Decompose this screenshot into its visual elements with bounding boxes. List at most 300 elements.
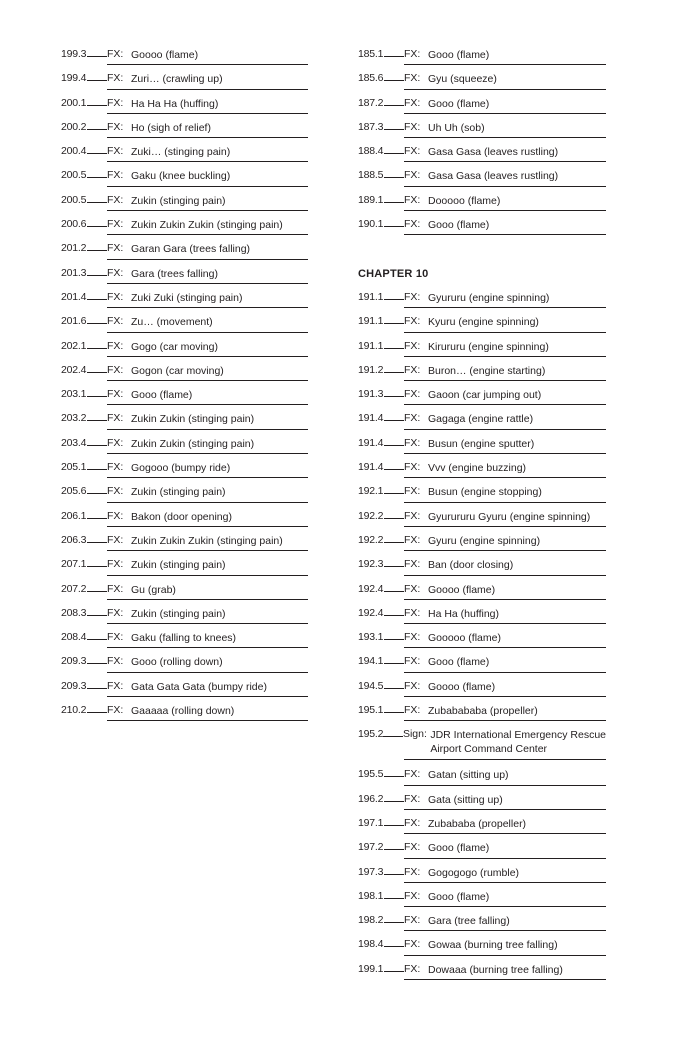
page-panel-ref: 192.1 — [358, 485, 384, 498]
entry-underline — [404, 186, 606, 187]
entry-type-label: FX: — [404, 145, 421, 158]
glossary-entry — [61, 607, 308, 631]
entry-underline — [404, 113, 606, 114]
glossary-entry — [358, 388, 606, 412]
entry-description-line: Goooo (flame) — [428, 583, 496, 596]
dash-separator — [87, 177, 107, 178]
entry-type-label: FX: — [404, 889, 421, 902]
entry-type-label: FX: — [404, 533, 421, 546]
dash-separator — [87, 129, 107, 130]
dash-separator — [87, 445, 107, 446]
entry-description-line: Gogooo (bumpy ride) — [131, 462, 231, 475]
entry-underline — [404, 307, 606, 308]
entry-description — [428, 704, 606, 718]
entry-description — [428, 412, 606, 426]
entry-description — [430, 728, 606, 756]
page-panel-ref: 192.3 — [358, 558, 384, 571]
entry-underline — [404, 785, 606, 786]
entry-description-line: Zubababa (propeller) — [428, 817, 527, 830]
dash-separator — [87, 639, 107, 640]
entry-description-line: Zukin (stinging pain) — [131, 194, 226, 207]
entry-type-label: FX: — [404, 704, 421, 717]
entry-description-line: Gu (grab) — [131, 583, 176, 596]
dash-separator — [87, 56, 107, 57]
entry-type-label: FX: — [107, 606, 124, 619]
entry-underline — [404, 550, 606, 551]
entry-description-line: Gyurururu Gyuru (engine spinning) — [428, 510, 591, 523]
glossary-entry — [358, 704, 606, 728]
dash-separator — [87, 663, 107, 664]
page-panel-ref: 199.3 — [61, 48, 87, 60]
entry-description — [428, 315, 606, 329]
entry-description-line: Gyuru (engine spinning) — [428, 534, 541, 547]
dash-separator — [87, 420, 107, 421]
page-panel-ref: 201.6 — [61, 315, 87, 328]
page-panel-ref: 191.1 — [358, 290, 384, 303]
entry-type-label: FX: — [107, 461, 124, 474]
dash-separator — [87, 542, 107, 543]
entry-description-line: Ha Ha Ha (huffing) — [131, 97, 219, 110]
entry-description — [131, 534, 308, 548]
page-panel-ref: 200.5 — [61, 193, 87, 206]
entry-underline — [404, 955, 606, 956]
dash-separator — [87, 518, 107, 519]
entry-description-line: Gooo (flame) — [428, 97, 490, 110]
glossary-entry — [358, 340, 606, 364]
dash-separator — [384, 615, 404, 616]
page-panel-ref: 195.1 — [358, 704, 384, 717]
page-panel-ref: 185.6 — [358, 72, 384, 85]
entry-description-line: Gooo (flame) — [428, 656, 490, 669]
entry-description-line: Goooo (flame) — [428, 680, 496, 693]
entry-underline — [404, 526, 606, 527]
dash-separator — [384, 177, 404, 178]
page-panel-ref: 192.2 — [358, 509, 384, 522]
entry-type-label: FX: — [107, 120, 124, 133]
entry-description — [428, 558, 606, 572]
dash-separator — [87, 226, 107, 227]
entry-description-line: Gooo (flame) — [428, 890, 490, 903]
glossary-entry — [358, 583, 606, 607]
entry-description — [131, 267, 308, 281]
dash-separator — [87, 469, 107, 470]
entry-underline — [107, 575, 308, 576]
entry-description — [428, 607, 606, 621]
entry-description-line: Zukin Zukin (stinging pain) — [131, 413, 255, 426]
entry-description-line: Dowaaa (burning tree falling) — [428, 963, 563, 976]
entry-type-label: FX: — [404, 655, 421, 668]
entry-description — [428, 461, 606, 475]
glossary-entry — [61, 72, 308, 96]
glossary-entry — [358, 607, 606, 631]
entry-underline — [107, 161, 308, 162]
entry-underline — [404, 906, 606, 907]
page-panel-ref: 199.1 — [358, 962, 384, 975]
entry-description — [131, 704, 308, 718]
dash-separator — [384, 849, 404, 850]
dash-separator — [384, 776, 404, 777]
entry-description-line: Airport Command Center — [430, 743, 548, 756]
entry-description — [131, 607, 308, 621]
entry-underline — [107, 210, 308, 211]
entry-type-label: FX: — [404, 631, 421, 644]
entry-underline — [107, 623, 308, 624]
page-panel-ref: 200.1 — [61, 96, 87, 109]
glossary-entry — [61, 242, 308, 266]
entry-description — [131, 583, 308, 597]
entry-underline — [404, 210, 606, 211]
page-panel-ref: 192.4 — [358, 606, 384, 619]
glossary-entry — [61, 218, 308, 242]
dash-separator — [87, 712, 107, 713]
page-panel-ref: 198.4 — [358, 938, 384, 951]
entry-underline — [404, 833, 606, 834]
glossary-entry — [61, 291, 308, 315]
glossary-entry — [358, 914, 606, 938]
entry-type-label: FX: — [404, 388, 421, 401]
entry-description — [131, 631, 308, 645]
entry-description — [131, 315, 308, 329]
glossary-entry — [358, 680, 606, 704]
entry-underline — [404, 575, 606, 576]
entry-description-line: Busun (engine stopping) — [428, 486, 542, 499]
page-panel-ref: 191.4 — [358, 461, 384, 474]
entry-description — [428, 866, 606, 880]
entry-description — [131, 364, 308, 378]
entry-type-label: FX: — [404, 290, 421, 303]
page-panel-ref: 197.3 — [358, 865, 384, 878]
glossary-entry — [358, 510, 606, 534]
entry-description-line: Gaku (falling to knees) — [131, 632, 237, 645]
entry-description — [131, 510, 308, 524]
entry-underline — [107, 696, 308, 697]
page-panel-ref: 208.3 — [61, 606, 87, 619]
entry-type-label: FX: — [107, 242, 124, 255]
page-panel-ref: 199.4 — [61, 72, 87, 85]
dash-separator — [384, 323, 404, 324]
entry-type-label: FX: — [404, 485, 421, 498]
dash-separator — [384, 396, 404, 397]
page-panel-ref: 191.4 — [358, 412, 384, 425]
glossary-entry — [358, 364, 606, 388]
entry-description — [428, 145, 606, 159]
page-panel-ref: 192.4 — [358, 582, 384, 595]
entry-underline — [404, 502, 606, 503]
entry-underline — [107, 380, 308, 381]
entry-underline — [107, 356, 308, 357]
glossary-entry — [358, 291, 606, 315]
glossary-entry — [61, 267, 308, 291]
entry-description-line: Gogon (car moving) — [131, 364, 224, 377]
entry-description-line: Gyururu (engine spinning) — [428, 291, 550, 304]
dash-separator — [384, 56, 404, 57]
entry-description-line: Ban (door closing) — [428, 559, 514, 572]
dash-separator — [384, 663, 404, 664]
entry-underline — [404, 623, 606, 624]
entry-underline — [404, 696, 606, 697]
entry-type-label: FX: — [107, 339, 124, 352]
entry-description — [428, 841, 606, 855]
entry-description-line: Kyuru (engine spinning) — [428, 316, 539, 329]
entry-type-label: FX: — [404, 582, 421, 595]
entry-type-label: FX: — [107, 48, 124, 60]
page-panel-ref: 188.5 — [358, 169, 384, 182]
glossary-entry — [358, 817, 606, 841]
entry-description — [131, 169, 308, 183]
entry-description-line: Zu… (movement) — [131, 316, 213, 329]
entry-description-line: Gatan (sitting up) — [428, 769, 509, 782]
page-panel-ref: 187.2 — [358, 96, 384, 109]
entry-description-line: Gooo (flame) — [428, 219, 490, 232]
glossary-entry — [61, 510, 308, 534]
entry-underline — [404, 930, 606, 931]
page-panel-ref: 201.3 — [61, 266, 87, 279]
entry-description — [428, 534, 606, 548]
entry-type-label: FX: — [107, 558, 124, 571]
dash-separator — [87, 688, 107, 689]
entry-description — [428, 914, 606, 928]
glossary-entry — [61, 48, 308, 72]
entry-underline — [107, 332, 308, 333]
entry-type-label: FX: — [404, 315, 421, 328]
page-panel-ref: 189.1 — [358, 193, 384, 206]
page-panel-ref: 207.1 — [61, 558, 87, 571]
entry-underline — [107, 672, 308, 673]
entry-description — [131, 121, 308, 135]
entry-description — [131, 145, 308, 159]
entry-description — [131, 48, 308, 62]
entry-underline — [107, 89, 308, 90]
entry-description — [428, 121, 606, 135]
entry-type-label: FX: — [107, 388, 124, 401]
entry-type-label: FX: — [404, 120, 421, 133]
entry-type-label: FX: — [404, 606, 421, 619]
glossary-entry — [61, 412, 308, 436]
entry-description — [428, 72, 606, 86]
page-panel-ref: 200.6 — [61, 218, 87, 231]
entry-underline — [107, 234, 308, 235]
page-panel-ref: 191.4 — [358, 436, 384, 449]
entry-description — [131, 194, 308, 208]
dash-separator — [384, 542, 404, 543]
entry-description-line: Zukin Zukin Zukin (stinging pain) — [131, 534, 283, 547]
dash-separator — [384, 348, 404, 349]
dash-separator — [384, 801, 404, 802]
dash-separator — [384, 420, 404, 421]
entry-description-line: Gagaga (engine rattle) — [428, 413, 534, 426]
page-panel-ref: 201.2 — [61, 242, 87, 255]
entry-description — [131, 558, 308, 572]
dash-separator — [384, 566, 404, 567]
page-panel-ref: 191.1 — [358, 315, 384, 328]
entry-description-line: Gasa Gasa (leaves rustling) — [428, 170, 559, 183]
entry-type-label: FX: — [404, 558, 421, 571]
page-panel-ref: 202.1 — [61, 339, 87, 352]
dash-separator — [384, 372, 404, 373]
page-panel-ref: 203.1 — [61, 388, 87, 401]
glossary-entry — [61, 169, 308, 193]
entry-description-line: Gyu (squeeze) — [428, 73, 497, 86]
glossary-entry — [61, 364, 308, 388]
glossary-entry — [61, 485, 308, 509]
page-panel-ref: 205.1 — [61, 461, 87, 474]
page-panel-ref: 194.1 — [358, 655, 384, 668]
page-panel-ref: 203.4 — [61, 436, 87, 449]
entry-underline — [404, 356, 606, 357]
dash-separator — [87, 250, 107, 251]
entry-description — [428, 97, 606, 111]
entry-description-line: Ho (sigh of relief) — [131, 121, 211, 134]
page-panel-ref: 202.4 — [61, 363, 87, 376]
entry-underline — [404, 809, 606, 810]
entry-type-label: FX: — [107, 145, 124, 158]
entry-description — [131, 291, 308, 305]
dash-separator — [87, 348, 107, 349]
glossary-entry — [358, 97, 606, 121]
entry-type-label: FX: — [107, 412, 124, 425]
page-panel-ref: 194.5 — [358, 679, 384, 692]
glossary-entry — [358, 534, 606, 558]
entry-underline — [107, 307, 308, 308]
page-panel-ref: 193.1 — [358, 631, 384, 644]
entry-description — [428, 340, 606, 354]
glossary-entry — [358, 866, 606, 890]
entry-description — [428, 631, 606, 645]
entry-type-label: FX: — [107, 704, 124, 717]
entry-description-line: Uh Uh (sob) — [428, 121, 485, 134]
dash-separator — [384, 874, 404, 875]
entry-type-label: FX: — [404, 339, 421, 352]
entry-description — [428, 48, 606, 62]
entry-type-label: FX: — [404, 436, 421, 449]
page-panel-ref: 201.4 — [61, 290, 87, 303]
dash-separator — [87, 275, 107, 276]
dash-separator — [87, 153, 107, 154]
glossary-entry — [61, 583, 308, 607]
entry-description — [131, 388, 308, 402]
page-panel-ref: 188.4 — [358, 145, 384, 158]
page-panel-ref: 190.1 — [358, 218, 384, 231]
entry-underline — [404, 89, 606, 90]
entry-description-line: Buron… (engine starting) — [428, 364, 546, 377]
entry-underline — [404, 477, 606, 478]
page-panel-ref: 208.4 — [61, 631, 87, 644]
entry-description-line: Zukin Zukin (stinging pain) — [131, 437, 255, 450]
dash-separator — [384, 518, 404, 519]
entry-description-line: Gaaaaa (rolling down) — [131, 705, 235, 718]
dash-separator — [87, 372, 107, 373]
entry-description-line: Zukin (stinging pain) — [131, 607, 226, 620]
entry-description — [428, 817, 606, 831]
entry-type-label: FX: — [107, 655, 124, 668]
entry-description-line: Gata (sitting up) — [428, 793, 503, 806]
glossary-entry — [358, 169, 606, 193]
entry-type-label: Sign: — [402, 728, 427, 741]
entry-description-line: Gooo (flame) — [428, 49, 490, 61]
glossary-entry — [358, 631, 606, 655]
glossary-entry — [358, 437, 606, 461]
entry-type-label: FX: — [107, 533, 124, 546]
dash-separator — [384, 971, 404, 972]
entry-type-label: FX: — [404, 412, 421, 425]
entry-description — [428, 169, 606, 183]
glossary-entry — [61, 437, 308, 461]
entry-underline — [107, 64, 308, 65]
entry-description-line: Zukin (stinging pain) — [131, 559, 226, 572]
entry-description-line: Bakon (door opening) — [131, 510, 232, 523]
glossary-entry — [358, 461, 606, 485]
entry-type-label: FX: — [107, 169, 124, 182]
entry-description-line: Zukin Zukin Zukin (stinging pain) — [131, 219, 283, 232]
entry-description-line: Zubabababa (propeller) — [428, 705, 538, 718]
left-column — [61, 48, 308, 728]
entry-description-line: Zuki… (stinging pain) — [131, 146, 231, 159]
glossary-entry — [61, 340, 308, 364]
glossary-entry — [61, 97, 308, 121]
entry-underline — [107, 502, 308, 503]
page-panel-ref: 205.6 — [61, 485, 87, 498]
glossary-entry — [358, 890, 606, 914]
entry-type-label: FX: — [404, 218, 421, 231]
entry-underline — [107, 113, 308, 114]
page-panel-ref: 197.1 — [358, 816, 384, 829]
dash-separator — [384, 153, 404, 154]
entry-description-line: Gara (tree falling) — [428, 915, 510, 928]
entry-description — [428, 938, 606, 952]
chapter-heading: CHAPTER 10 — [358, 267, 429, 280]
entry-type-label: FX: — [404, 509, 421, 522]
entry-description-line: Gogogogo (rumble) — [428, 866, 520, 879]
entry-type-label: FX: — [404, 816, 421, 829]
glossary-entry — [61, 704, 308, 728]
entry-underline — [404, 858, 606, 859]
entry-type-label: FX: — [404, 679, 421, 692]
entry-underline — [107, 599, 308, 600]
entry-description — [428, 963, 606, 977]
glossary-entry — [61, 461, 308, 485]
entry-type-label: FX: — [404, 72, 421, 85]
page-panel-ref: 210.2 — [61, 704, 87, 717]
entry-underline — [404, 332, 606, 333]
entry-description — [131, 461, 308, 475]
glossary-entry — [61, 534, 308, 558]
glossary-entry — [358, 728, 606, 768]
entry-type-label: FX: — [107, 72, 124, 85]
entry-underline — [107, 453, 308, 454]
entry-type-label: FX: — [404, 962, 421, 975]
dash-separator — [87, 323, 107, 324]
page-panel-ref: 206.3 — [61, 533, 87, 546]
entry-type-label: FX: — [404, 96, 421, 109]
entry-description-line: Gooo (flame) — [428, 842, 490, 855]
entry-underline — [107, 283, 308, 284]
glossary-entry — [358, 412, 606, 436]
dash-separator — [384, 202, 404, 203]
entry-type-label: FX: — [107, 485, 124, 498]
entry-type-label: FX: — [107, 679, 124, 692]
right-column — [358, 48, 606, 987]
entry-underline — [107, 550, 308, 551]
entry-underline — [107, 186, 308, 187]
entry-type-label: FX: — [404, 792, 421, 805]
entry-type-label: FX: — [107, 96, 124, 109]
entry-description-line: Dooooo (flame) — [428, 194, 501, 207]
glossary-entry — [358, 194, 606, 218]
entry-description — [131, 412, 308, 426]
entry-type-label: FX: — [404, 768, 421, 781]
entry-underline — [404, 979, 606, 980]
dash-separator — [384, 898, 404, 899]
